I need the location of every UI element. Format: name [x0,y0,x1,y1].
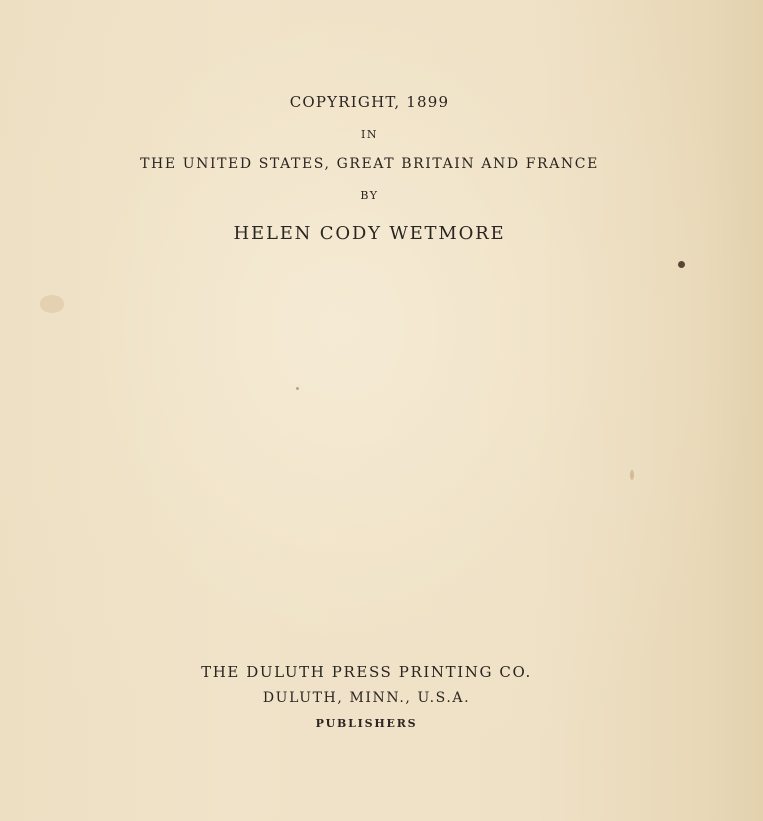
paper-stain [40,295,64,313]
author-name: HELEN CODY WETMORE [233,223,506,244]
countries-line: THE UNITED STATES, GREAT BRITAIN AND FRANCE [140,156,599,172]
publisher-name: THE DULUTH PRESS PRINTING CO. [201,663,532,681]
publisher-city: DULUTH, MINN., U.S.A. [262,690,471,706]
by-label: BY [360,189,379,202]
publisher-role: PUBLISHERS [315,717,418,730]
copyright-notice: COPYRIGHT, 1899 [289,93,450,111]
paper-stain [630,470,634,480]
ink-spot [678,261,685,268]
in-label: IN [361,128,378,141]
paper-speck [296,387,299,390]
